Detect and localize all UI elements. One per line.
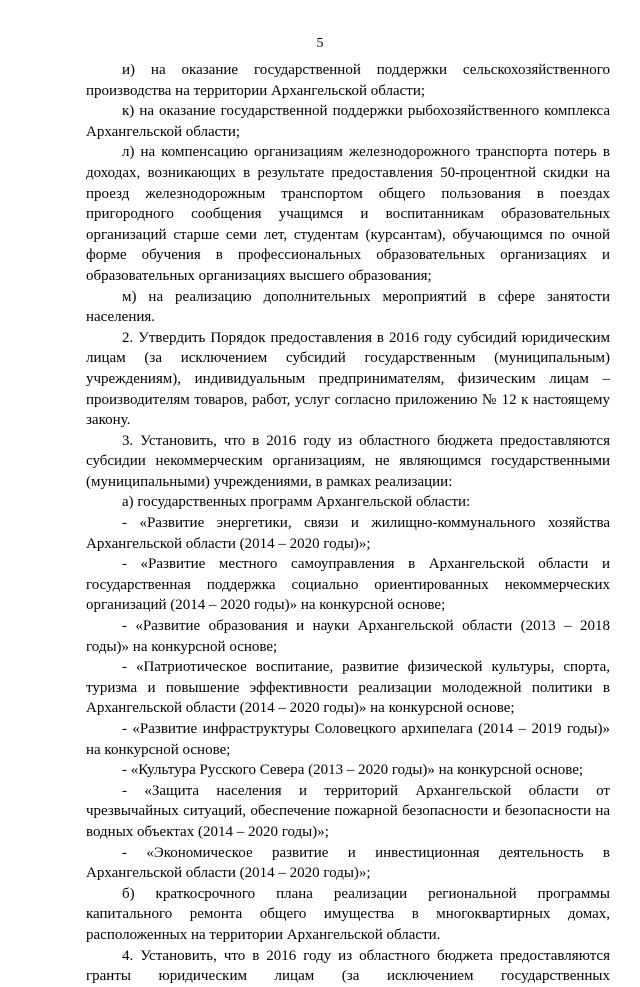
list-item-energy: - «Развитие энергетики, связи и жилищно-коммунального хозяйства Архангельской области (2014 – 2020 годы)»; <box>86 515 610 552</box>
list-item-education: - «Развитие образования и науки Архангельской области (2013 – 2018 годы)» на конкурсной основе; <box>86 618 610 655</box>
paragraph-m: м) на реализацию дополнительных мероприятий в сфере занятости населения. <box>86 288 610 326</box>
paragraph-4: 4. Установить, что в 2016 году из областного бюджета предоставляются гранты юридическим лицам (за исключением государственных <box>86 947 610 985</box>
list-item-economic: - «Экономическое развитие и инвестиционная деятельность в Архангельской области (2014 – 2020 годы)»; <box>86 844 610 882</box>
document-body <box>86 60 610 987</box>
paragraph-3b: б) краткосрочного плана реализации региональной программы капитального ремонта общего имущества в многоквартирных домах, расположенных на территории Архангельской области. <box>86 885 610 943</box>
paragraph-l: л) на компенсацию организациям железнодорожного транспорта потерь в доходах, возникающих в результате предоставления 50-процентной скидки на проезд железнодорожным транспортом общего пользования в поездах пригородного сообщения учащимся и воспитанникам образовательных организаций старше семи лет, студентам (курсантам), обучающимся по очной форме обучения в профессиональных образовательных организациях и образовательных организациях высшего образования; <box>86 144 610 284</box>
page-number: 5 <box>316 36 324 51</box>
list-item-self-government: - «Развитие местного самоуправления в Архангельской области и государственная поддержка социально ориентированных некоммерческих организаций (2014 – 2020 годы)» на конкурсной основе; <box>86 556 610 614</box>
list-item-culture: - «Культура Русского Севера (2013 – 2020 годы)» на конкурсной основе; <box>122 762 584 779</box>
list-item-solovetsky: - «Развитие инфраструктуры Соловецкого архипелага (2014 – 2019 годы)» на конкурсной основе; <box>86 721 610 758</box>
paragraph-i: и) на оказание государственной поддержки сельскохозяйственного производства на территории Архангельской области; <box>86 62 610 99</box>
paragraph-2: 2. Утвердить Порядок предоставления в 2016 году субсидий юридическим лицам (за исключением субсидий государственным (муниципальным) учреждениям), индивидуальным предпринимателям, физическим лицам – производителям товаров, работ, услуг согласно приложению № 12 к настоящему закону. <box>86 329 610 429</box>
paragraph-3: 3. Установить, что в 2016 году из областного бюджета предоставляются субсидии некоммерческим организациям, не являющимся государственными (муниципальными) учреждениями, в рамках реализации: <box>86 432 610 490</box>
paragraph-k: к) на оказание государственной поддержки рыбохозяйственного комплекса Архангельской области; <box>86 103 610 140</box>
list-item-patriotic: - «Патриотическое воспитание, развитие физической культуры, спорта, туризма и повышение эффективности реализации молодежной политики в Архангельской области (2014 – 2020 годы)» на конкурсной основе; <box>86 659 610 717</box>
list-item-protection: - «Защита населения и территорий Архангельской области от чрезвычайных ситуаций, обеспечение пожарной безопасности и безопасности на водных объектах (2014 – 2020 годы)»; <box>86 782 610 840</box>
paragraph-3a: а) государственных программ Архангельской области: <box>122 494 471 511</box>
